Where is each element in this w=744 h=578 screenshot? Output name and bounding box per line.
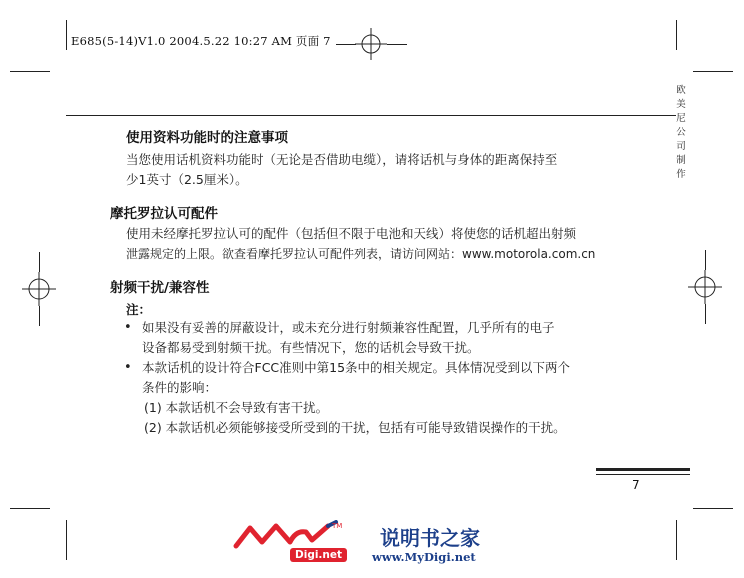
footer-rule-thick xyxy=(596,468,690,471)
side-label-char: 作 xyxy=(676,169,686,180)
print-code: E685(5-14)V1.0 2004.5.22 10:27 AM 页面 7 xyxy=(71,34,331,48)
paragraph-line: 当您使用话机资料功能时（无论是否借助电缆），请将话机与身体的距离保持至 xyxy=(126,152,558,167)
side-label-char: 制 xyxy=(676,155,686,166)
section-heading-accessories: 摩托罗拉认可配件 xyxy=(110,206,218,222)
list-item xyxy=(124,318,644,358)
condition-item: (1) 本款话机不会导致有害干扰。 xyxy=(144,400,329,415)
watermark-title: 说明书之家 xyxy=(380,526,480,550)
crop-mark xyxy=(693,508,733,509)
paragraph-line: 使用未经摩托罗拉认可的配件（包括但不限于电池和天线）将使您的话机超出射频 xyxy=(126,226,577,241)
condition-item: (2) 本款话机必须能够接受所受到的干扰，包括有可能导致错误操作的干扰。 xyxy=(144,420,566,435)
registration-line xyxy=(387,44,407,45)
footer-rule-thin xyxy=(596,474,690,475)
condition-list xyxy=(144,398,566,438)
paragraph-line: 泄露规定的上限。欲查看摩托罗拉认可配件列表，请访问网站：www.motorola.com.cn xyxy=(126,247,596,261)
section-body-data-usage xyxy=(126,150,646,190)
trademark-mark: TM xyxy=(332,522,343,530)
registration-mark-right xyxy=(688,270,722,304)
list-item-line: • 如果没有妥善的屏蔽设计，或未充分进行射频兼容性配置，几乎所有的电子 xyxy=(142,320,555,335)
note-label: 注： xyxy=(126,302,152,317)
registration-line xyxy=(39,306,40,326)
rf-bullet-list xyxy=(124,318,644,398)
side-label-char: 美 xyxy=(676,99,686,110)
paragraph-line: 少1英寸（2.5厘米）。 xyxy=(126,172,248,187)
list-item xyxy=(124,358,644,398)
digi-net-badge: Digi.net xyxy=(290,548,347,562)
watermark-logo xyxy=(232,520,522,568)
list-item-line: 条件的影响： xyxy=(142,380,218,395)
section-heading-rf-interference: 射频干扰/兼容性 xyxy=(110,280,210,296)
crop-mark xyxy=(676,520,677,560)
crop-mark xyxy=(66,20,67,50)
side-label-char: 公 xyxy=(676,127,686,138)
registration-mark-top xyxy=(355,28,387,60)
section-body-accessories xyxy=(126,224,646,264)
list-item-line: 设备都易受到射频干扰。有些情况下，您的话机会导致干扰。 xyxy=(142,340,480,355)
top-rule xyxy=(66,115,676,116)
registration-line xyxy=(705,250,706,270)
registration-mark-left xyxy=(22,272,56,306)
watermark-url: www.MyDigi.net xyxy=(372,550,476,564)
list-item-line: • 本款话机的设计符合FCC准则中第15条中的相关规定。具体情况受到以下两个 xyxy=(142,360,571,375)
side-label-char: 尼 xyxy=(676,113,686,124)
side-label-char: 司 xyxy=(676,141,686,152)
registration-line xyxy=(705,304,706,324)
my-swoosh-logo xyxy=(232,520,362,550)
crop-mark xyxy=(10,508,50,509)
side-label-char: 欧 xyxy=(676,85,686,96)
crop-mark xyxy=(676,20,677,50)
crop-mark xyxy=(693,71,733,72)
crop-mark xyxy=(10,71,50,72)
section-heading-data-usage: 使用资料功能时的注意事项 xyxy=(126,130,288,146)
registration-line xyxy=(39,252,40,272)
side-label xyxy=(674,84,688,182)
page-number: 7 xyxy=(632,478,640,492)
registration-line xyxy=(336,44,356,45)
crop-mark xyxy=(66,520,67,560)
